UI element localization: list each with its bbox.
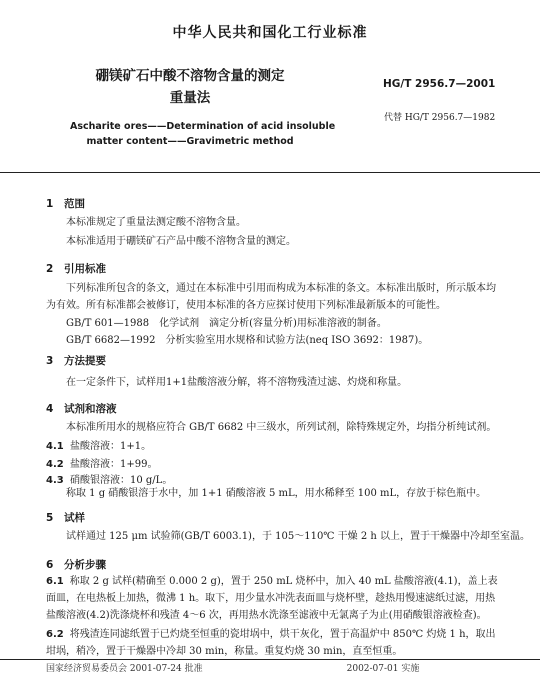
item-number: 4.1 bbox=[46, 441, 64, 452]
item-number: 6.2 bbox=[46, 629, 64, 640]
section-number: 5 bbox=[46, 512, 54, 524]
item-number: 6.1 bbox=[46, 576, 64, 587]
section-1-heading bbox=[46, 196, 85, 211]
section-2-line-1: 下列标准所包含的条文，通过在本标准中引用而构成为本标准的条文。本标准出版时，所示版本均 bbox=[66, 283, 496, 294]
section-number: 6 bbox=[46, 559, 54, 571]
item-text: 盐酸溶液：1+99。 bbox=[70, 459, 158, 470]
section-6-heading bbox=[46, 557, 106, 572]
section-4-line-1: 本标准所用水的规格应符合 GB/T 6682 中三级水，所列试剂，除特殊规定外，均指分析纯试剂。 bbox=[66, 422, 497, 433]
header-divider bbox=[0, 172, 540, 173]
item-4-2 bbox=[46, 455, 157, 470]
section-1-line-2: 本标准适用于硼镁矿石产品中酸不溶物含量的测定。 bbox=[66, 236, 296, 247]
item-6-2 bbox=[46, 626, 502, 660]
reference-gb-t-6682: GB/T 6682—1992 分析实验室用水规格和试验方法(neq ISO 3692：1987)。 bbox=[66, 335, 429, 346]
replaces-standard: 代替 HG/T 2956.7—1982 bbox=[384, 113, 496, 123]
item-4-3-detail: 称取 1 g 硝酸银溶于水中，加 1+1 硝酸溶液 5 mL，用水稀释至 100 mL，存放于棕色瓶中。 bbox=[66, 488, 487, 499]
section-title: 试样 bbox=[64, 512, 85, 524]
english-title-line-2: matter content——Gravimetric method bbox=[86, 136, 294, 147]
section-number: 2 bbox=[46, 263, 54, 275]
item-number: 4.3 bbox=[46, 475, 64, 486]
section-4-heading bbox=[46, 401, 117, 416]
section-number: 4 bbox=[46, 403, 54, 415]
item-4-3 bbox=[46, 471, 172, 486]
section-3-heading bbox=[46, 353, 106, 368]
section-title: 引用标准 bbox=[64, 263, 106, 275]
item-text: 称取 2 g 试样(精确至 0.000 2 g)，置于 250 mL 烧杯中，加入 40 mL 盐酸溶液(4.1)，盖上表面皿，在电热板上加热，微沸 1 h。取下，用少量水冲洗表面皿与烧杯壁，趁热用慢速滤纸过滤，用热盐酸溶液(4.2)洗涤烧杯和残渣 4～6 次，再用热水洗涤至滤液中无氯离子为止(用硝酸银溶液检查)。 bbox=[46, 576, 498, 621]
item-text: 硝酸银溶液：10 g/L。 bbox=[70, 475, 173, 486]
section-5-line-1: 试样通过 125 μm 试验筛(GB/T 6003.1)，于 105～110℃ 干燥 2 h 以上，置于干燥器中冷却至室温。 bbox=[66, 531, 531, 542]
section-5-heading bbox=[46, 510, 85, 525]
english-title-line-1: Ascharite ores——Determination of acid insoluble bbox=[70, 121, 336, 132]
section-2-line-2: 为有效。所有标准都会被修订，使用本标准的各方应探讨使用下列标准最新版本的可能性。 bbox=[46, 300, 446, 311]
section-number: 3 bbox=[46, 355, 54, 367]
approval-footer: 国家经济贸易委员会 2001-07-24 批准 2002-07-01 实施 bbox=[46, 664, 420, 674]
section-title: 方法提要 bbox=[64, 355, 106, 367]
section-number: 1 bbox=[46, 198, 54, 210]
item-4-1 bbox=[46, 437, 151, 452]
chinese-title-line-1: 硼镁矿石中酸不溶物含量的测定 bbox=[95, 68, 285, 84]
standard-code: HG/T 2956.7—2001 bbox=[383, 78, 496, 90]
footer-divider bbox=[0, 659, 540, 660]
section-1-line-1: 本标准规定了重量法测定酸不溶物含量。 bbox=[66, 217, 246, 228]
section-title: 试剂和溶液 bbox=[64, 403, 117, 415]
section-3-line-1: 在一定条件下，试样用1+1盐酸溶液分解，将不溶物残渣过滤、灼烧和称量。 bbox=[66, 377, 408, 388]
reference-gb-t-601: GB/T 601—1988 化学试剂 滴定分析(容量分析)用标准溶液的制备。 bbox=[66, 318, 387, 329]
standard-category-header: 中华人民共和国化工行业标准 bbox=[172, 25, 368, 41]
chinese-title-line-2: 重量法 bbox=[169, 90, 211, 106]
item-text: 将残渣连同滤纸置于已灼烧至恒重的瓷坩埚中，烘干灰化，置于高温炉中 850℃ 灼烧 1 h，取出坩埚，稍冷，置于干燥器中冷却 30 min，称量。重复灼烧 30 min，直至恒重。 bbox=[46, 629, 496, 657]
item-number: 4.2 bbox=[46, 459, 64, 470]
section-title: 范围 bbox=[64, 198, 85, 210]
section-title: 分析步骤 bbox=[64, 559, 106, 571]
section-2-heading bbox=[46, 261, 106, 276]
item-text: 盐酸溶液：1+1。 bbox=[70, 441, 152, 452]
item-6-1 bbox=[46, 573, 502, 624]
